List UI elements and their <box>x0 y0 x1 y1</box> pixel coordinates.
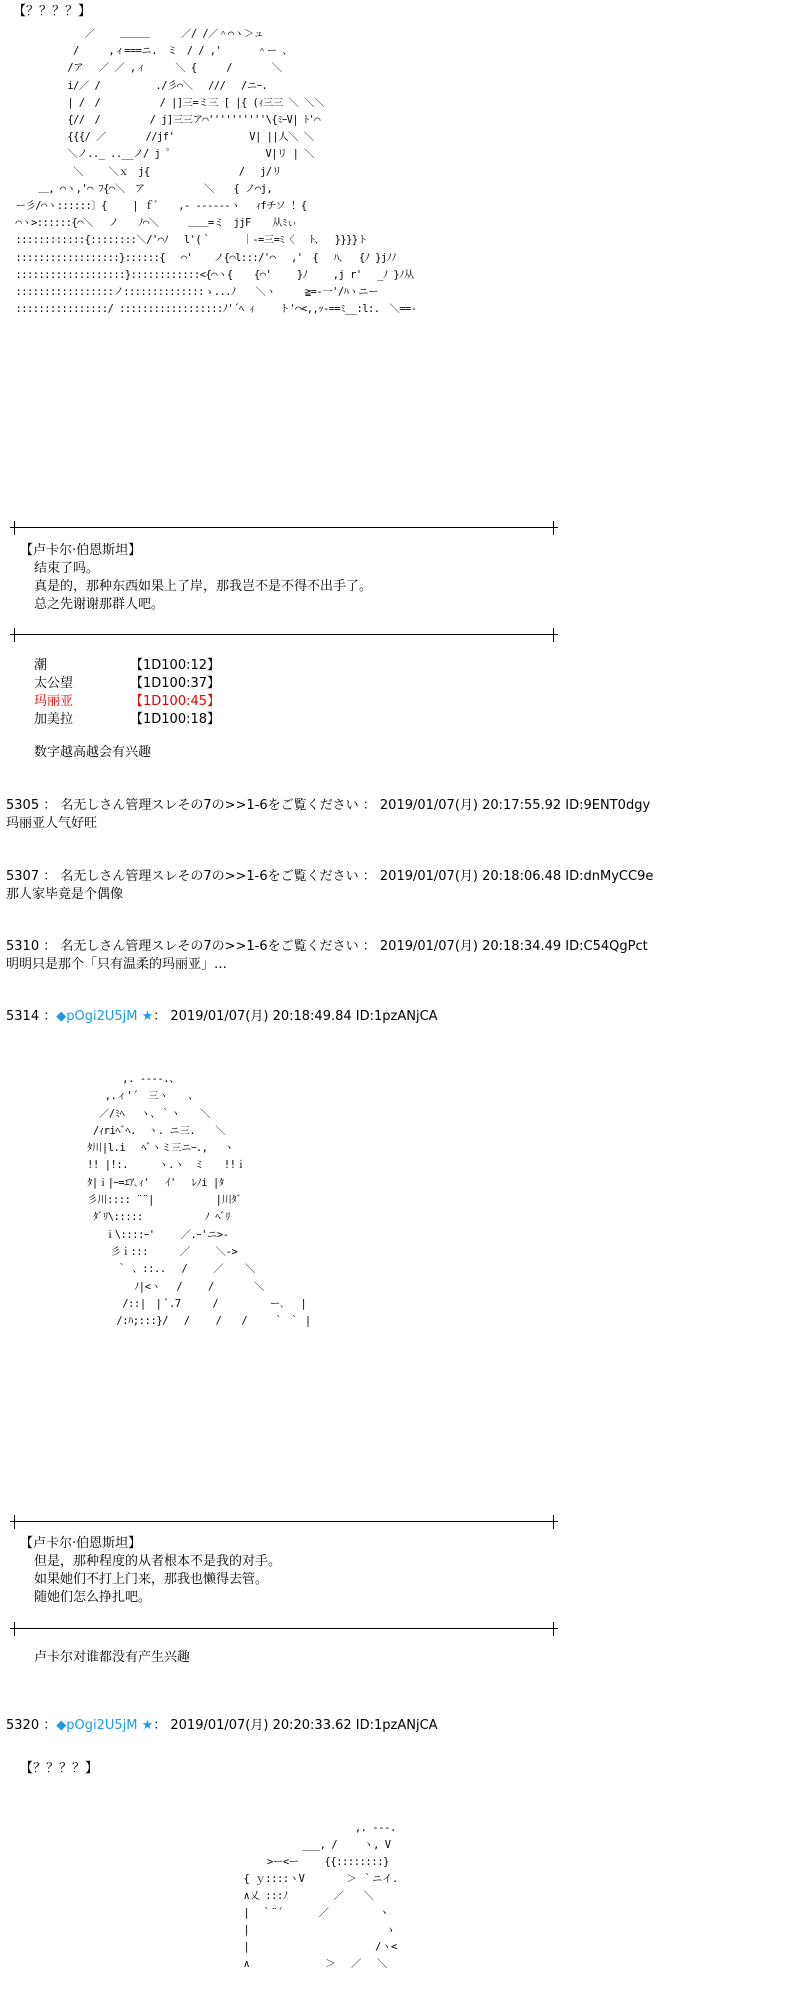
post-number: 5314 ： <box>6 1009 57 1024</box>
post-header-5310: 5310 ： 名无しさん管理スレその7の>>1-6をご覧ください ： 2019/01/07(月) 20:18:34.49 ID:C54QgPct <box>6 939 648 954</box>
post-body-5307: 那人家毕竟是个偶像 <box>6 887 124 902</box>
narration-line: 如果她们不打上门来，那我也懒得去管。 <box>34 1572 269 1587</box>
ascii-art-waves: ／ ＿＿＿ ／/ /／＾⌒ヽ＞ュ / ,ィ===ニ. ミ / / ,' ＾ー 、 /ア ／ ／ ,ィ ＼ { / ＼ i/／ / ./彡⌒＼ /// /ニｰ. | / / / |]三=ミ三 [ |{ (ｨ三三 ＼ ＼＼ {// / / j]三三ア⌒''''''''''\{ﾐｰV| ﾄ'⌒ {{{/ ／ //jf' V| ||人＼ ＼ ＼ノ.._ ..__ノ/ j ﾟ V|リ | ＼ ＼ ＼ｘ j{ / j/リ ＿, ⌒ヽ,'⌒ ﾌ{⌒＼ ア ＼ { ノ⌒j, ー彡/⌒ヽ::::::〕{ | ｆﾞ ,‐ ------ヽ ｨfチソ ！{ ⌒ヽ>::::::{⌒＼ ノ ﾉ⌒＼ ＿＿=ミ jjF 从ﾐぃ ::::::::::::{::::::::＼/'⌒ﾉ l'(｀ ｜-=三=ﾐ〈 ﾄ、 }}}}ト ::::::::::::::::::}::::::{ ⌒' ノ{⌒l:::/'⌒ ,' { ﾊ、 {ﾉ }jﾉﾉ :::::::::::::::::::}::::::::::::<{⌒ヽ{ {⌒' }ﾉ ,j r' _ﾉ }ﾉ从 :::::::::::::::::ノ::::::::::::::ゝ...ﾉ ＼ヽ ≧=-一'/ﾊヽニー ::::::::::::::::/ ::::::::::::::::::ﾉ'´ﾍ ｨ ト'⌒<,,ｯ‐==ﾐ__:l:. ＼==- <box>15 28 417 316</box>
post-body-5310: 明明只是那个「只有温柔的玛丽亚」… <box>6 957 228 972</box>
narration-line: 总之先谢谢那群人吧。 <box>34 597 165 612</box>
post-number: 5320 ： <box>6 1718 57 1733</box>
ascii-art-figure: ,. ‐-‐. ___, / ヽ, V >ー<ー {{::::::::} { ｙ::::ヽV ＞ ｀ニイ. ∧乂 :::ﾉ ／ ＼ | ｀¨´ ／ ヽ | ゝ | /ヽ< ∧ ＞ ／ ＼ <box>243 1822 398 1970</box>
post-header-5314 <box>6 1009 438 1025</box>
post-meta: ： 2019/01/07(月) 20:20:33.62 ID:1pzANjCA <box>153 1718 438 1733</box>
roll-value-taikoubou: 【1D100:37】 <box>130 676 221 691</box>
speaker-unknown-label: 【？？？？】 <box>13 4 92 19</box>
ascii-art-luca: ,. --‐-.、 ,.ィ'´ 三ヽ 、 ／/ﾐﾍ ヽ、｀ヽ ＼ /ｨriﾍﾞﾍ. ヽ. ニ三. ＼ ﾀ川|l.i ﾍﾞヽミ三ニｰ., ヽ !! |!:. ヽ.ヽ ミ !!ｉ ﾀ|ｉ|ｰ=ｴｱ､ｨ' ｲ' ﾚﾉi |ﾀ 彡川:::: ¨¨| |川ﾀﾞ ﾀﾞﾘ\::::: ﾉ ﾍﾞﾘ ｉ\::::ｰ' ／.ｰ'ニ>- 彡ｉ::: ／ ＼-> ｀ 、::.. / ／ ＼ ﾉ|<ヽ / / ＼ /::| | ﾞ.7 / ー､ | /:ﾊ;:::}/ / / / ｀ ｀ | <box>87 1073 311 1328</box>
narration-speaker: 【卢卡尔·伯恩斯坦】 <box>20 543 142 558</box>
roll-name-maria: 玛丽亚 <box>34 694 74 709</box>
narration-comment: 卢卡尔对谁都没有产生兴趣 <box>34 1650 191 1665</box>
speaker-unknown-label: 【？？？？】 <box>20 1761 99 1776</box>
narration-line: 结束了吗。 <box>34 561 100 576</box>
post-body-5305: 玛丽亚人气好旺 <box>6 816 98 831</box>
narration-speaker: 【卢卡尔·伯恩斯坦】 <box>20 1536 142 1551</box>
author-trip: ◆pOgi2U5jM ★ <box>56 1718 154 1733</box>
roll-name-ushio: 潮 <box>34 658 48 673</box>
divider-3 <box>10 1515 558 1529</box>
post-header-5320 <box>6 1718 438 1734</box>
author-trip: ◆pOgi2U5jM ★ <box>56 1009 154 1024</box>
narration-line: 随她们怎么挣扎吧。 <box>34 1590 152 1605</box>
roll-name-gamera: 加美拉 <box>34 712 74 727</box>
narration-line: 但是，那种程度的从者根本不是我的对手。 <box>34 1554 282 1569</box>
roll-value-maria: 【1D100:45】 <box>130 694 221 709</box>
post-header-5307: 5307 ： 名无しさん管理スレその7の>>1-6をご覧ください ： 2019/01/07(月) 20:18:06.48 ID:dnMyCC9e <box>6 869 654 884</box>
divider-4 <box>10 1622 558 1636</box>
roll-comment: 数字越高越会有兴趣 <box>34 745 152 760</box>
roll-name-taikoubou: 太公望 <box>34 676 74 691</box>
roll-value-ushio: 【1D100:12】 <box>130 658 221 673</box>
divider-2 <box>10 628 558 642</box>
roll-value-gamera: 【1D100:18】 <box>130 712 221 727</box>
divider-1 <box>10 521 558 535</box>
narration-line: 真是的，那种东西如果上了岸，那我岂不是不得不出手了。 <box>34 579 373 594</box>
post-header-5305: 5305 ： 名无しさん管理スレその7の>>1-6をご覧ください ： 2019/01/07(月) 20:17:55.92 ID:9ENT0dgy <box>6 798 651 813</box>
post-meta: ： 2019/01/07(月) 20:18:49.84 ID:1pzANjCA <box>153 1009 438 1024</box>
